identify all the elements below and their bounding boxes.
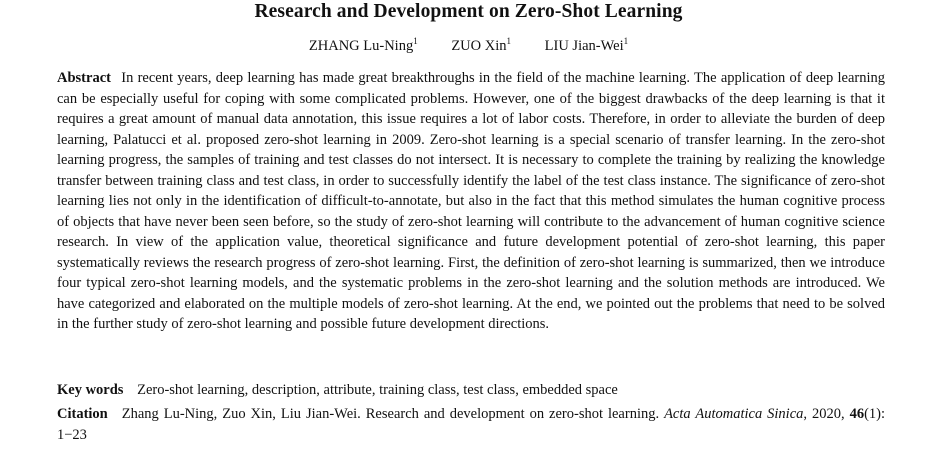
citation-journal: Acta Automatica Sinica [664,406,804,422]
author-2-name: ZUO Xin [451,38,507,54]
keywords-section [57,380,885,400]
author-2 [451,36,511,56]
author-list [0,36,937,56]
author-1-name: ZHANG Lu-Ning [308,38,414,54]
citation-section [57,404,885,445]
author-3-name: LIU Jian-Wei [544,38,624,54]
author-3-affiliation: 1 [623,36,629,46]
abstract-label: Abstract [57,70,111,86]
author-1 [309,36,418,56]
abstract-text: In recent years, deep learning has made great breakthroughs in the field of the machine learning. The application of deep learning can be especially useful for coping with some complicated problems. However, one of the biggest drawbacks of the deep learning is that it requires a great amount of manual data annotation, this issue requires a lot of labor costs. Therefore, in order to alleviate the burden of deep learning, Palatucci et al. proposed zero-shot learning in 2009. Zero-shot learning is a special scenario of transfer learning. In the zero-shot learning progress, the samples of training and test classes do not intersect. It is necessary to complete the training by realizing the knowledge transfer between training class and test class, in order to successfully identify the label of the test class instance. The significance of zero-shot learning lies not only in the identification of difficult-to-annotate, but also in the fact that this method simulates the human cognitive process of objects that have never been seen before, so the study of zero-shot learning will contribute to the advancement of human cognitive science research. In view of the application value, theoretical significance and future development potential of zero-shot learning, this paper systematically reviews the research progress of zero-shot learning. First, the definition of zero-shot learning is summarized, then we introduce four typical zero-shot learning models, and the systematic problems in the zero-shot learning and the solution methods are introduced. We have categorized and elaborated on the multiple models of zero-shot learning. At the end, we pointed out the problems that need to be solved in the further study of zero-shot learning and possible future development directions. [57,70,885,332]
citation-issue-pages: (1): 1−23 [57,406,886,443]
abstract-section [57,68,885,335]
keywords-text: Zero-shot learning, description, attribute, training class, test class, embedded space [137,382,618,398]
keywords-label: Key words [57,382,124,398]
author-3 [545,36,628,56]
author-1-affiliation: 1 [413,36,418,46]
citation-text: Zhang Lu-Ning, Zuo Xin, Liu Jian-Wei. Research and development on zero-shot learning. [121,406,660,422]
citation-year: , 2020, [803,406,845,422]
paper-title: Research and Development on Zero-Shot Learning [254,1,683,22]
citation-volume: 46 [849,406,865,422]
author-2-affiliation: 1 [506,36,512,46]
citation-label: Citation [57,406,108,422]
